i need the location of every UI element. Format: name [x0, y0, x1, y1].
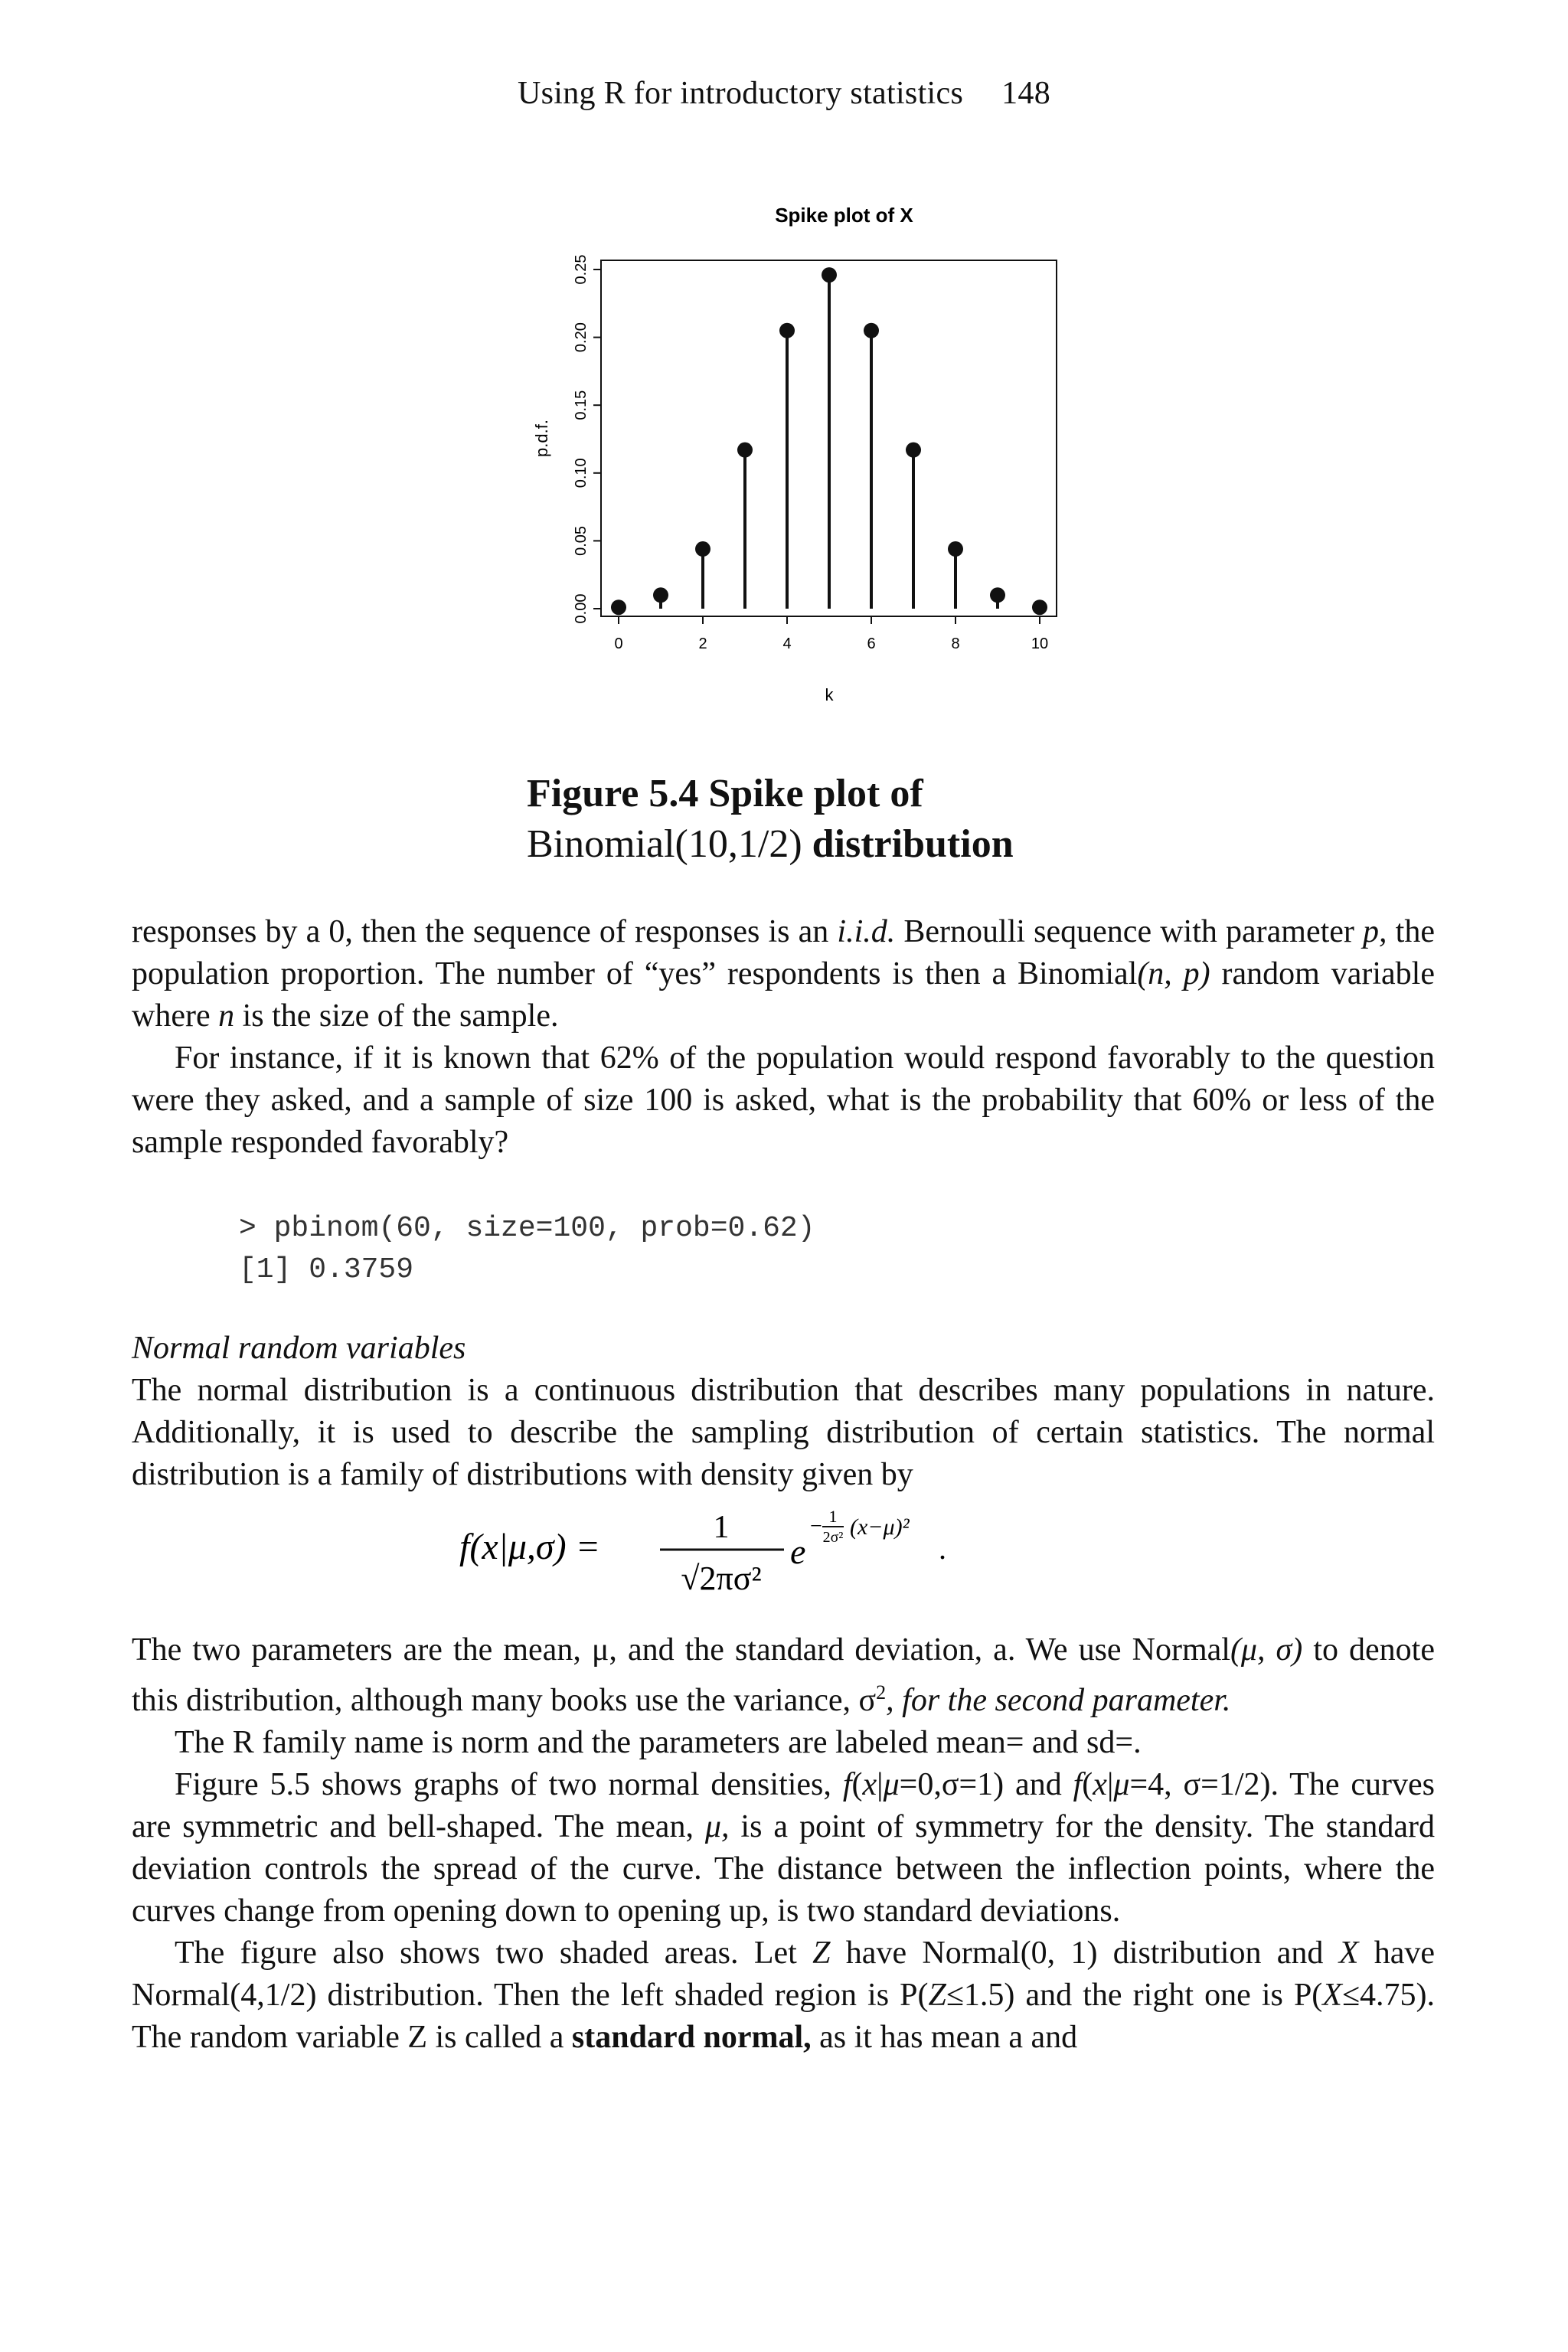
text-run: (μ, σ): [1230, 1632, 1303, 1668]
text-run: as it has mean a and: [811, 2020, 1078, 2055]
text-run: |: [877, 1767, 884, 1802]
spike-plot-figure: [490, 191, 1072, 743]
x-tick-label: 0: [614, 635, 623, 652]
paragraph-example: For instance, if it is known that 62% of the population would respond favorably to the question were they asked, and a sample of size 100 is asked, what is the probability that 60% or less of the sample responded favorably?: [132, 1040, 1435, 1160]
y-tick-label: 0.05: [573, 525, 590, 556]
spike-point: [990, 587, 1005, 603]
paragraph-binomial: [132, 911, 1435, 1164]
section-heading: Normal random variables: [132, 1331, 466, 1366]
text-run: n: [218, 998, 235, 1034]
running-head: [0, 75, 1568, 112]
section-intro: The normal distribution is a continuous distribution that describes many populations in nature. Additionally, it is used to describe the sampling distribution of certain statistics. The normal distribution is a family of distributions with density given by: [132, 1373, 1435, 1492]
section-normal: [132, 1328, 1435, 1496]
text-run: (n, p): [1137, 956, 1210, 991]
text-run: random variable where: [132, 956, 1435, 1034]
spike-point: [695, 541, 710, 557]
paragraph-parameters: [132, 1629, 1435, 2059]
formula-exp-num: 1: [828, 1507, 838, 1526]
text-run: X: [1322, 1978, 1342, 2013]
text-run: (: [851, 1767, 863, 1802]
spike-point: [611, 599, 626, 615]
text-run: |: [1106, 1767, 1114, 1802]
paragraph-figure55: [132, 1764, 1435, 1932]
formula-period: .: [939, 1531, 946, 1566]
text-run: (: [1082, 1767, 1093, 1802]
y-tick-label: 0.20: [573, 322, 590, 353]
paragraph-r-family: The R family name is norm and the parameters are labeled mean= and sd=.: [175, 1725, 1142, 1760]
spike-point: [737, 443, 753, 458]
formula-exp-den: 2σ²: [822, 1529, 844, 1546]
spike-point: [864, 323, 879, 338]
text-run: have Normal(0, 1) distribution and: [830, 1936, 1339, 1971]
chart-title: Spike plot of X: [775, 204, 913, 227]
formula-numerator: 1: [713, 1510, 730, 1545]
y-tick-label: 0.00: [573, 593, 590, 624]
running-head-title: Using R for introductory statistics: [517, 76, 964, 111]
text-run: Z: [928, 1978, 946, 2013]
text-run: i.i.d.: [837, 914, 896, 949]
spike-point: [948, 541, 963, 557]
x-tick-label: 2: [698, 635, 707, 652]
y-tick-label: 0.25: [573, 254, 590, 285]
text-run: Z: [812, 1936, 831, 1971]
figure-caption: [527, 769, 1139, 870]
text-run: Bernoulli sequence with parameter: [895, 914, 1364, 949]
text-run: f: [842, 1767, 852, 1802]
spike-point: [822, 267, 837, 283]
text-run: is the size of the sample.: [234, 998, 559, 1034]
text-run: The figure also shows two shaded areas. Let: [175, 1936, 813, 1971]
spike-point: [1032, 599, 1047, 615]
r-code-block: [239, 1208, 815, 1291]
text-run: μ: [883, 1767, 900, 1802]
text-run: x: [862, 1767, 877, 1802]
normal-density-formula: [459, 1499, 1041, 1606]
figure-caption-dist: Binomial(10,1/2): [527, 822, 802, 866]
text-run: 2: [876, 1681, 887, 1704]
text-run: p,: [1363, 914, 1387, 949]
spike-plot-chart: [490, 191, 1072, 743]
text-run: f: [1073, 1767, 1083, 1802]
text-run: μ,: [704, 1809, 730, 1844]
text-run: Figure 5.5 shows graphs of two normal densities,: [175, 1767, 843, 1802]
text-run: ≤4.75). The random variable Z is called a: [132, 1978, 1435, 2055]
formula-denominator: √2πσ²: [681, 1560, 762, 1597]
text-run: =0,σ=1) and: [899, 1767, 1073, 1802]
formula-e: e: [790, 1532, 806, 1571]
x-axis-label: k: [825, 685, 834, 704]
code-output: [1] 0.3759: [239, 1253, 414, 1286]
x-tick-label: 10: [1031, 635, 1049, 652]
y-tick-label: 0.15: [573, 390, 590, 420]
text-run: the population proportion. The number of “yes” respondents is then a Binomial: [132, 914, 1435, 991]
text-run: have Normal(4,1/2) distribution. Then the left shaded region is P(: [132, 1936, 1436, 2013]
text-run: , for the second parameter.: [886, 1683, 1231, 1718]
text-run: The two parameters are the mean, μ, and the standard deviation, a. We use Normal: [132, 1632, 1230, 1668]
x-tick-label: 4: [782, 635, 792, 652]
code-line: > pbinom(60, size=100, prob=0.62): [239, 1212, 815, 1245]
x-tick-label: 8: [951, 635, 960, 652]
text-run: =4, σ=1/2). The curves are symmetric and bell-shaped. The mean,: [132, 1767, 1435, 1844]
spike-point: [779, 323, 795, 338]
text-run: μ: [1113, 1767, 1130, 1802]
text-run: is a point of symmetry for the density. The standard deviation controls the spread of the curve. The distance between the inflection points, where the curves change from opening down to opening up, is two standard deviations.: [132, 1809, 1435, 1929]
text-run: to denote this distribution, although many books use the variance, σ: [132, 1632, 1435, 1718]
page-number: 148: [1001, 76, 1051, 111]
text-run: x: [1093, 1767, 1107, 1802]
y-tick-label: 0.10: [573, 458, 590, 488]
spike-point: [653, 587, 668, 603]
text-run: ≤1.5) and the right one is P(: [946, 1978, 1323, 2013]
spike-point: [906, 443, 921, 458]
formula-exp-rest: (x−μ)²: [850, 1514, 910, 1540]
x-tick-label: 6: [867, 635, 876, 652]
y-axis-label: p.d.f.: [532, 420, 551, 457]
text-run: responses by a 0, then the sequence of responses is an: [132, 914, 838, 949]
figure-caption-dist-word: distribution: [802, 822, 1014, 866]
formula-exp-sign: −: [810, 1514, 822, 1538]
formula-lhs: f(x|μ,σ) =: [459, 1527, 600, 1567]
paragraph-shaded-areas: [132, 1932, 1435, 2059]
text-run: X: [1338, 1936, 1359, 1971]
text-run: standard normal,: [571, 2020, 812, 2055]
figure-caption-label: Figure 5.4 Spike plot of: [527, 772, 923, 815]
